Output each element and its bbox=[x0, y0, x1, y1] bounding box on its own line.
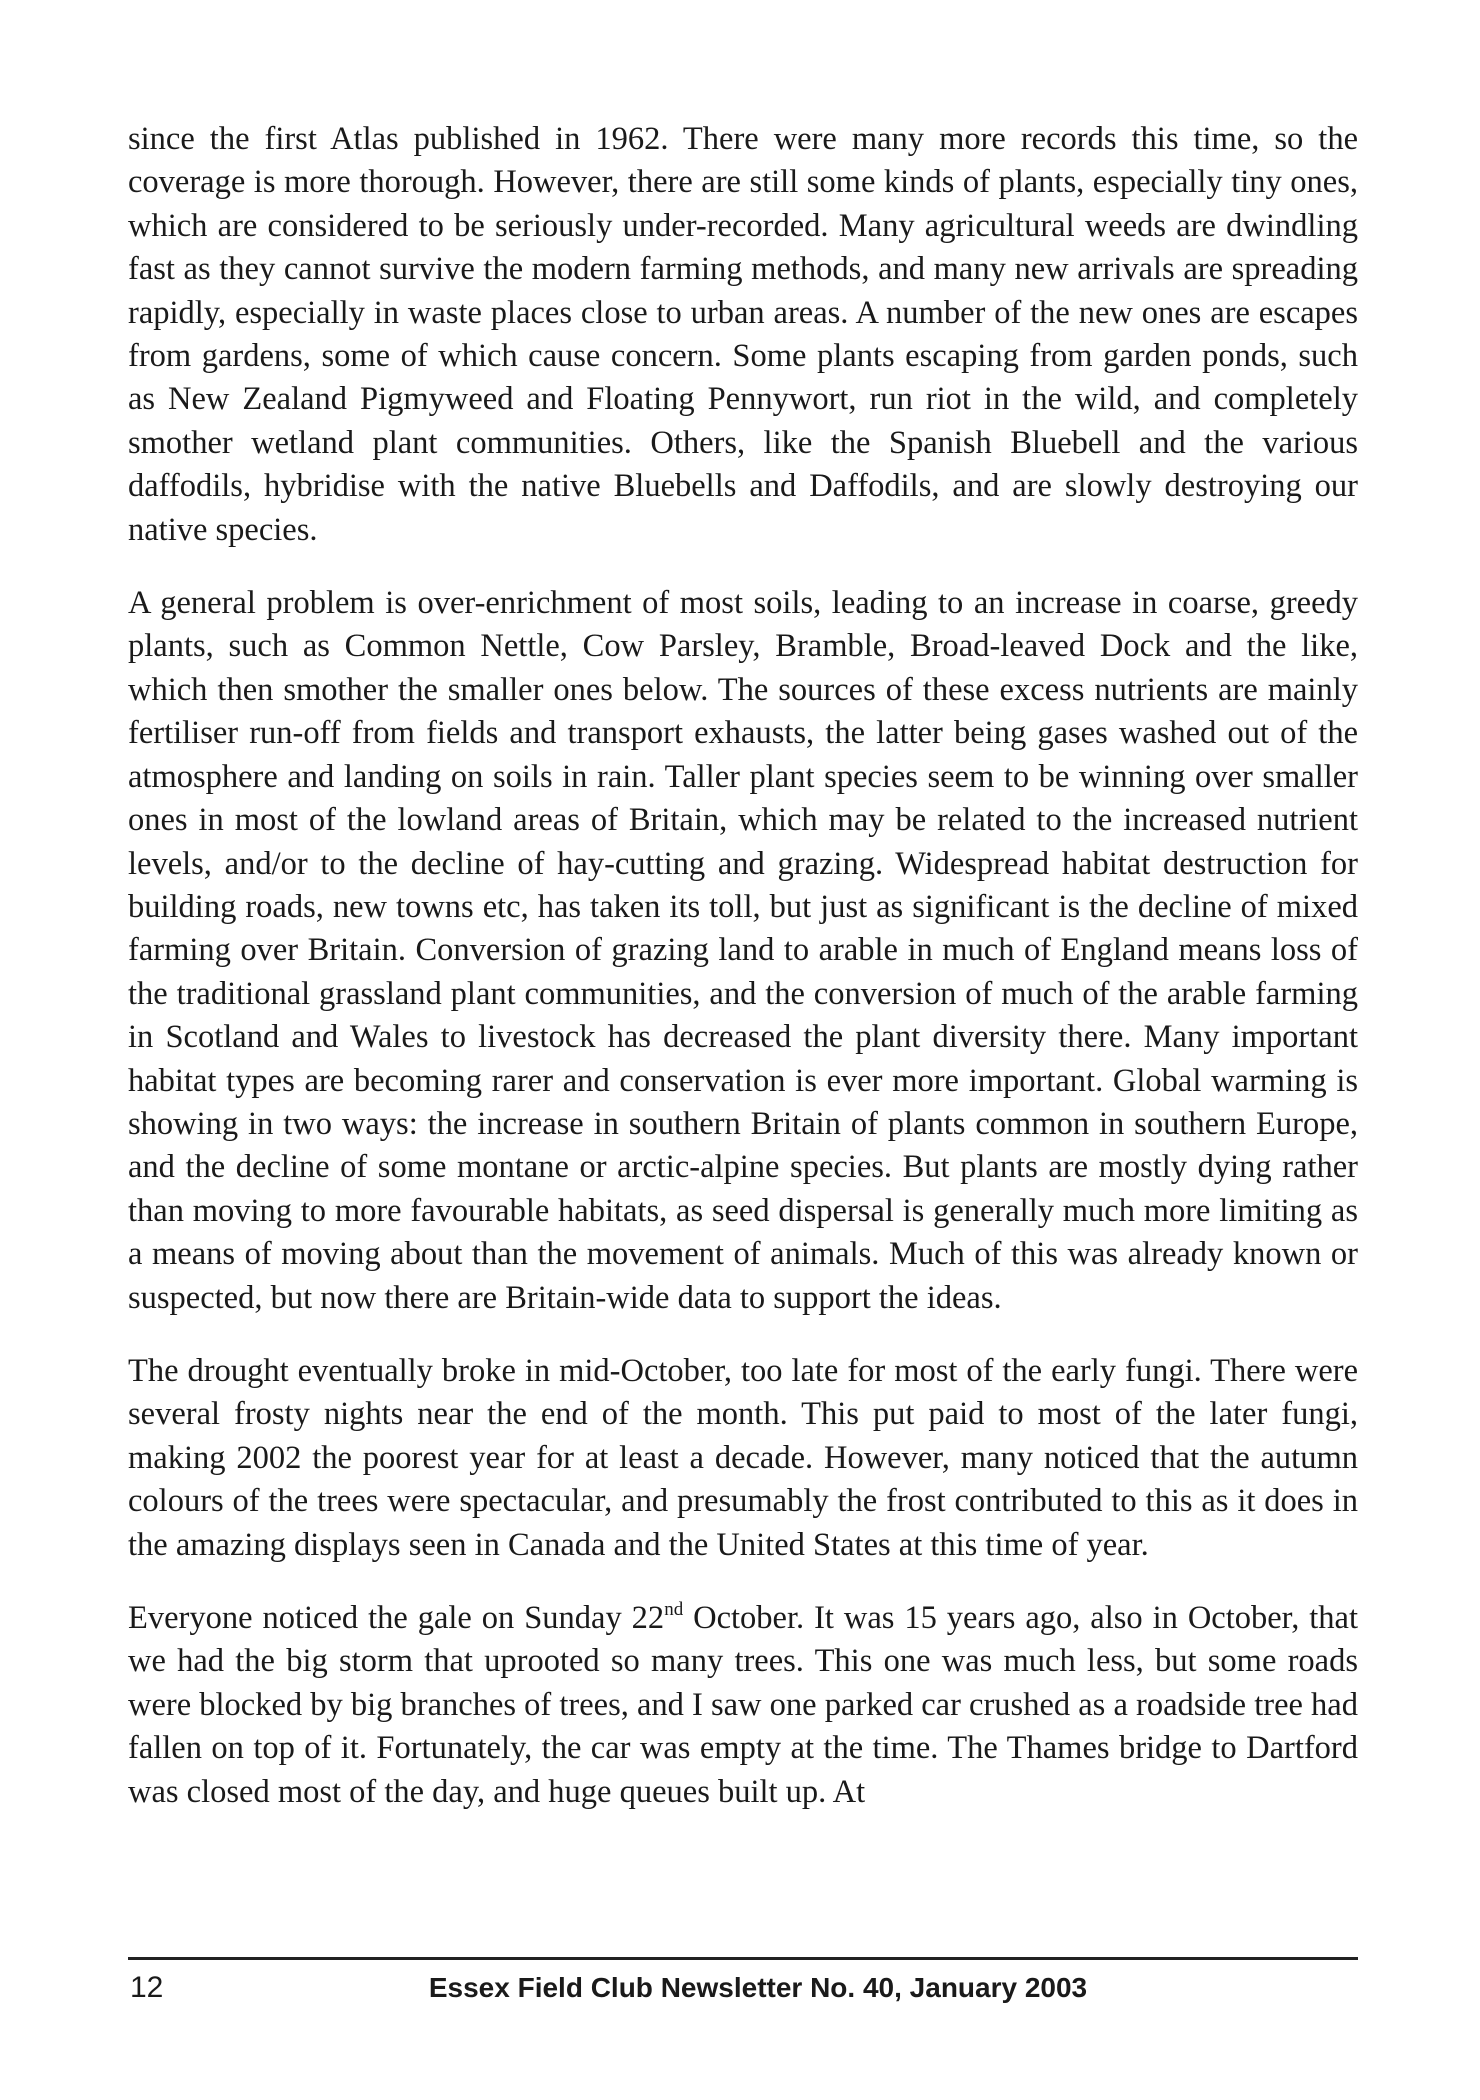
paragraph: A general problem is over-enrichment of most soils, leading to an increase in coarse, greedy plants, such as Common Nettle, Cow Parsley, Bramble, Broad-leaved Dock and the like, which then smother the smaller ones below. The sources of these excess nutrients are mainly fertiliser run-off from fields and transport exhausts, the latter being gases washed out of the atmosphere and landing on soils in rain. Taller plant species seem to be winning over smaller ones in most of the lowland areas of Britain, which may be related to the increased nutrient levels, and/or to the decline of hay-cutting and grazing. Widespread habitat destruction for building roads, new towns etc, has taken its toll, but just as significant is the decline of mixed farming over Britain. Conversion of grazing land to arable in much of England means loss of the traditional grassland plant communities, and the conversion of much of the arable farming in Scotland and Wales to livestock has decreased the plant diversity there. Many important habitat types are becoming rarer and conservation is ever more important. Global warming is showing in two ways: the increase in southern Britain of plants common in southern Europe, and the decline of some montane or arctic-alpine species. But plants are mostly dying rather than moving to more favourable habitats, as seed dispersal is generally much more limiting as a means of moving about than the movement of animals. Much of this was already known or suspected, but now there are Britain-wide data to support the ideas. bbox=[128, 585, 1358, 1316]
footer-divider bbox=[128, 1957, 1358, 1960]
page-number: 12 bbox=[130, 1971, 164, 2004]
paragraph-text: Everyone noticed the gale on Sunday 22 bbox=[128, 1600, 665, 1636]
page-footer bbox=[128, 1968, 1358, 2008]
paragraph-last bbox=[128, 1597, 1358, 1814]
paragraph: since the first Atlas published in 1962. There were many more records this time, so the coverage is more thorough. However, there are still some kinds of plants, especially tiny ones, which are considered to be seriously under-recorded. Many agricultural weeds are dwindling fast as they cannot survive the modern farming methods, and many new arrivals are spreading rapidly, especially in waste places close to urban areas. A number of the new ones are escapes from gardens, some of which cause concern. Some plants escaping from garden ponds, such as New Zealand Pigmyweed and Floating Pennywort, run riot in the wild, and completely smother wetland plant communities. Others, like the Spanish Bluebell and the various daffodils, hybridise with the native Bluebells and Daffodils, and are slowly destroying our native species. bbox=[128, 121, 1358, 548]
newsletter-title: Essex Field Club Newsletter No. 40, January 2003 bbox=[428, 1972, 1088, 2003]
ordinal-suffix: nd bbox=[664, 1599, 684, 1620]
paragraph-text: October. It was 15 years ago, also in October, that we had the big storm that uprooted so many trees. This one was much less, but some roads were blocked by big branches of trees, and I saw one parked car crushed as a roadside tree had fallen on top of it. Fortunately, the car was empty at the time. The Thames bridge to Dartford was closed most of the day, and huge queues built up. At bbox=[128, 1600, 1358, 1810]
article-body bbox=[128, 118, 1358, 1844]
paragraph: The drought eventually broke in mid-October, too late for most of the early fungi. There were several frosty nights near the end of the month. This put paid to most of the later fungi, making 2002 the poorest year for at least a decade. However, many noticed that the autumn colours of the trees were spectacular, and presumably the frost contributed to this as it does in the amazing displays seen in Canada and the United States at this time of year. bbox=[128, 1352, 1358, 1563]
